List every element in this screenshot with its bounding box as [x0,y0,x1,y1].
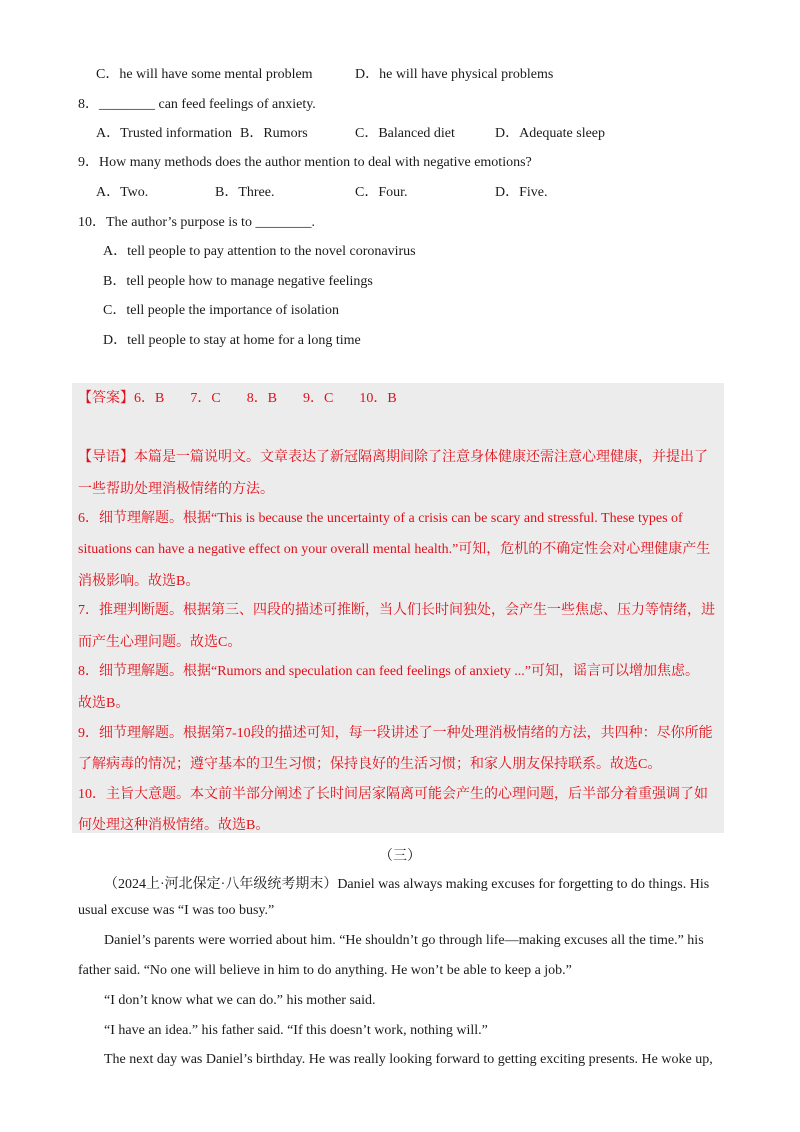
q9-option-a: A．Two. [96,185,149,200]
answer-key [78,387,397,407]
q9-stem: 9．How many methods does the author mention to deal with negative emotions? [78,155,532,170]
passage-line-7: The next day was Daniel’s birthday. He was really looking forward to getting exciting presents. He woke up, [104,1052,713,1067]
q10-option-b: B．tell people how to manage negative feelings [103,274,373,289]
q8-option-c: C．Balanced diet [355,126,455,141]
explain-8-line-2: 故选B。 [78,696,130,711]
answer-label: 【答案】 [78,391,134,406]
q7-option-d: D．he will have physical problems [355,67,554,82]
explain-7-line-2: 而产生心理问题。故选C。 [78,635,242,650]
explain-6-line-3: 消极影响。故选B。 [78,574,200,589]
answer-7: 7．C [190,391,221,406]
q10-stem: 10．The author’s purpose is to ________. [78,215,315,230]
passage-line-3: Daniel’s parents were worried about him. “He shouldn’t go through life—making excuses all the time.” his [104,933,704,948]
answer-6: 6．B [134,391,165,406]
answer-10: 10．B [359,391,397,406]
q8-option-b: B．Rumors [240,126,308,141]
q10-option-d: D．tell people to stay at home for a long time [103,333,361,348]
explain-9-line-2: 了解病毒的情况；遵守基本的卫生习惯；保持良好的生活习惯；和家人朋友保持联系。故选C。 [78,757,662,772]
explain-9-line-1: 9．细节理解题。根据第7-10段的描述可知，每一段讲述了一种处理消极情绪的方法，共四种：尽你所能 [78,726,713,741]
q8-option-d: D．Adequate sleep [495,126,606,141]
passage-line-1: （2024上·河北保定·八年级统考期末）Daniel was always making excuses for forgetting to do things. His [104,877,710,892]
q9-option-c: C．Four. [355,185,408,200]
q9-option-b: B．Three. [215,185,275,200]
explain-10-line-2: 何处理这种消极情绪。故选B。 [78,818,270,833]
passage-line-5: “I don’t know what we can do.” his mother said. [104,993,376,1008]
q8-option-a: A．Trusted information [96,126,232,141]
answer-8: 8．B [246,391,278,406]
q8-stem: 8．________ can feed feelings of anxiety. [78,97,316,112]
q9-option-d: D．Five. [495,185,548,200]
explain-7-line-1: 7．推理判断题。根据第三、四段的描述可推断，当人们长时间独处，会产生一些焦虑、压力等情绪，进 [78,603,715,618]
explain-6-line-1: 6．细节理解题。根据“This is because the uncertainty of a crisis can be scary and stressful. These types of [78,511,683,526]
q7-option-c: C．he will have some mental problem [96,67,313,82]
explain-6-line-2: situations can have a negative effect on your overall mental health.”可知，危机的不确定性会对心理健康产生 [78,542,711,557]
section-title: （三） [379,849,421,864]
answer-9: 9．C [303,391,334,406]
q10-option-c: C．tell people the importance of isolation [103,303,339,318]
passage-line-4: father said. “No one will believe in him to do anything. He won’t be able to keep a job.” [78,963,572,978]
q10-option-a: A．tell people to pay attention to the novel coronavirus [103,244,416,259]
passage-line-2: usual excuse was “I was too busy.” [78,903,275,918]
passage-line-6: “I have an idea.” his father said. “If this doesn’t work, nothing will.” [104,1023,488,1038]
explain-8-line-1: 8．细节理解题。根据“Rumors and speculation can feed feelings of anxiety ...”可知，谣言可以增加焦虑。 [78,664,699,679]
explain-10-line-1: 10．主旨大意题。本文前半部分阐述了长时间居家隔离可能会产生的心理问题，后半部分着重强调了如 [78,787,708,802]
guide-line-2: 一些帮助处理消极情绪的方法。 [78,482,274,497]
guide-line-1: 【导语】本篇是一篇说明文。文章表达了新冠隔离期间除了注意身体健康还需注意心理健康，并提出了 [78,450,708,465]
